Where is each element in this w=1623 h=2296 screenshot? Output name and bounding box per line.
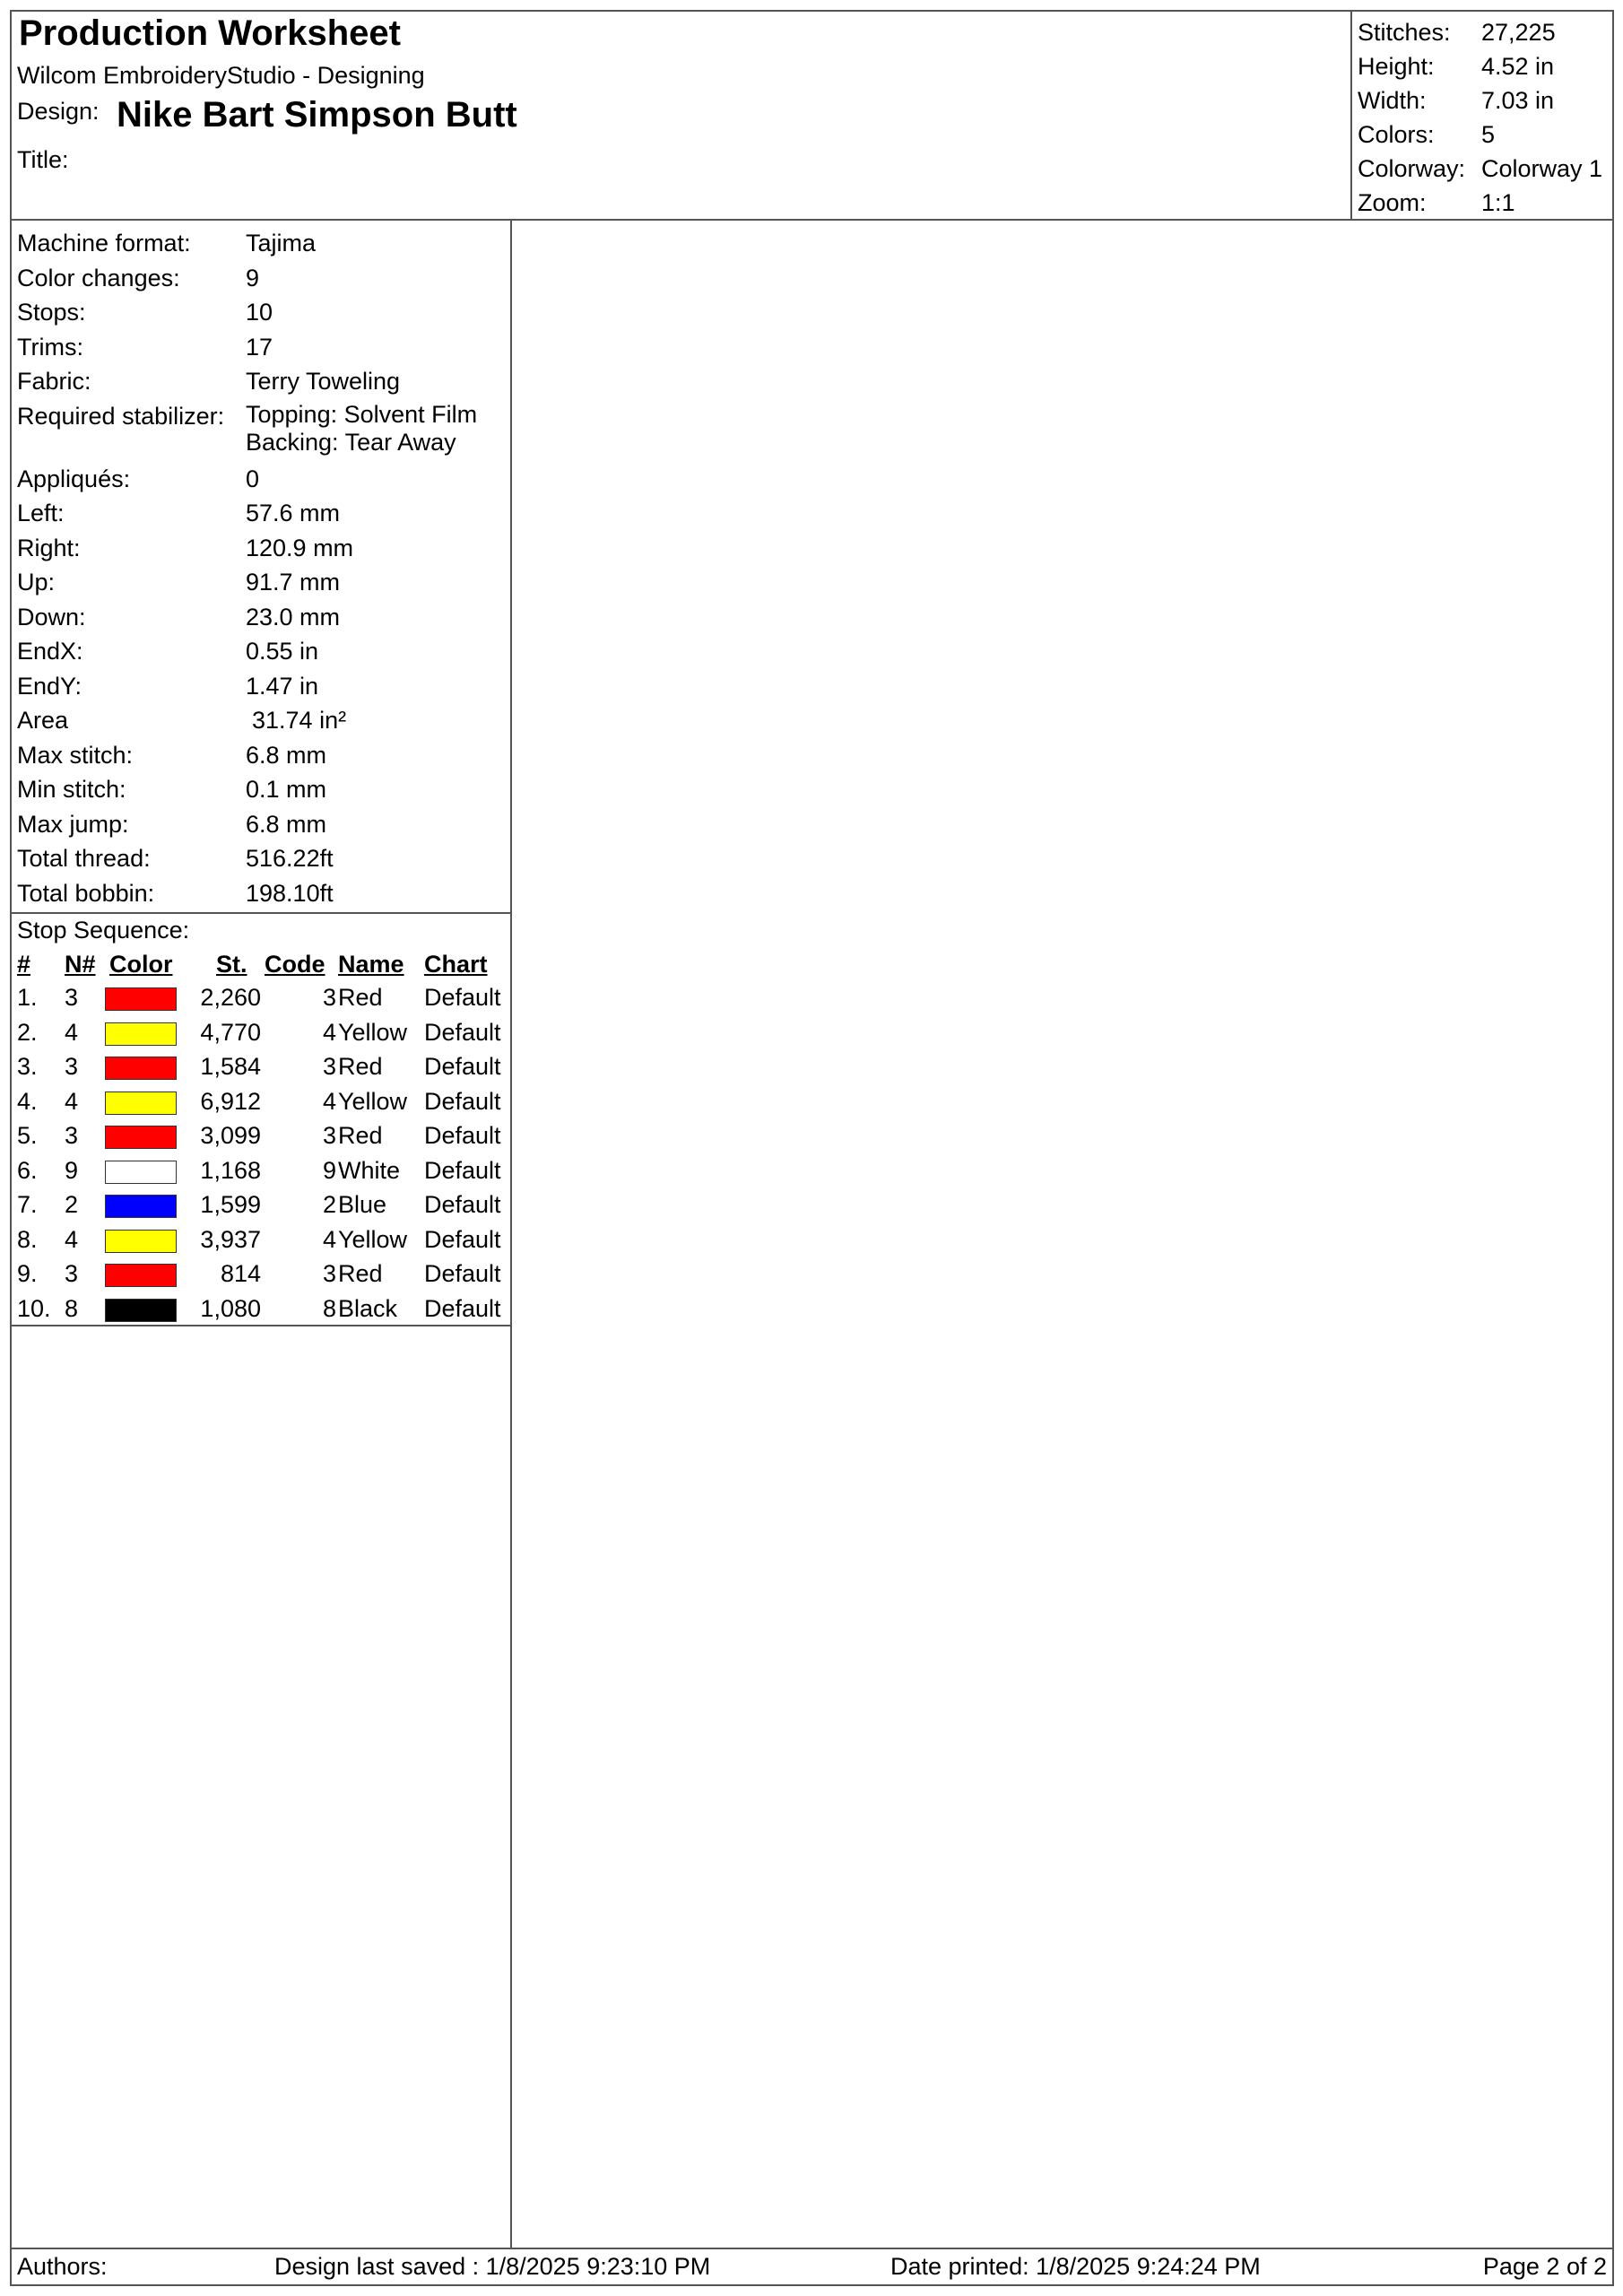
row-color-name: Red bbox=[338, 984, 383, 1011]
row-chart: Default bbox=[424, 1191, 501, 1218]
row-number: 7. bbox=[17, 1191, 38, 1218]
table-row bbox=[12, 1295, 510, 1327]
color-swatch bbox=[105, 1299, 177, 1322]
row-number: 3. bbox=[17, 1053, 38, 1080]
table-row bbox=[12, 1088, 510, 1120]
info-label: Color changes: bbox=[17, 265, 180, 291]
row-chart: Default bbox=[424, 1053, 501, 1080]
footer-authors: Authors: bbox=[17, 2253, 108, 2280]
info-label: Max jump: bbox=[17, 811, 129, 838]
row-needle: 4 bbox=[65, 1019, 79, 1046]
footer-date-printed: Date printed: 1/8/2025 9:24:24 PM bbox=[890, 2253, 1261, 2280]
color-swatch bbox=[105, 1161, 177, 1184]
row-number: 1. bbox=[17, 984, 38, 1011]
info-label: Total bobbin: bbox=[17, 880, 155, 907]
header-code: Code bbox=[265, 951, 325, 978]
row-code: 2 bbox=[322, 1191, 336, 1218]
info-label: Total thread: bbox=[17, 845, 151, 872]
header-needle: N# bbox=[65, 951, 96, 978]
info-label: Up: bbox=[17, 569, 56, 596]
color-swatch bbox=[105, 1230, 177, 1253]
header-chart: Chart bbox=[424, 951, 488, 978]
row-stitches: 4,770 bbox=[200, 1019, 261, 1046]
row-color-name: White bbox=[338, 1157, 401, 1184]
summary-value: 27,225 bbox=[1481, 19, 1556, 46]
row-number: 8. bbox=[17, 1226, 38, 1253]
row-code: 8 bbox=[322, 1295, 336, 1322]
row-chart: Default bbox=[424, 1295, 501, 1322]
summary-label: Width: bbox=[1358, 87, 1427, 114]
info-label: Machine format: bbox=[17, 230, 191, 257]
info-value: Terry Toweling bbox=[246, 368, 401, 395]
info-label: Stops: bbox=[17, 299, 86, 326]
summary-label: Colorway: bbox=[1358, 155, 1466, 182]
info-label: Appliqués: bbox=[17, 465, 131, 492]
row-chart: Default bbox=[424, 1088, 501, 1115]
info-value: 91.7 mm bbox=[246, 569, 341, 596]
info-value: 516.22ft bbox=[246, 845, 334, 872]
info-value: 120.9 mm bbox=[246, 535, 354, 561]
info-value: 31.74 in² bbox=[252, 707, 347, 734]
table-row bbox=[12, 1122, 510, 1154]
row-code: 3 bbox=[322, 984, 336, 1011]
info-label: Max stitch: bbox=[17, 742, 134, 769]
worksheet bbox=[10, 10, 1614, 2286]
row-color-name: Red bbox=[338, 1122, 383, 1149]
summary-value: 4.52 in bbox=[1481, 53, 1555, 80]
table-row bbox=[12, 1260, 510, 1292]
row-needle: 9 bbox=[65, 1157, 79, 1184]
row-number: 9. bbox=[17, 1260, 38, 1287]
row-chart: Default bbox=[424, 1226, 501, 1253]
row-code: 3 bbox=[322, 1260, 336, 1287]
row-number: 2. bbox=[17, 1019, 38, 1046]
row-color-name: Yellow bbox=[338, 1088, 408, 1115]
color-swatch bbox=[105, 987, 177, 1011]
row-code: 3 bbox=[322, 1053, 336, 1080]
row-needle: 3 bbox=[65, 1260, 79, 1287]
row-stitches: 1,168 bbox=[200, 1157, 261, 1184]
row-color-name: Blue bbox=[338, 1191, 387, 1218]
color-swatch bbox=[105, 1091, 177, 1115]
summary-value: Colorway 1 bbox=[1481, 155, 1603, 182]
info-label: Fabric: bbox=[17, 368, 91, 395]
footer-page-number: Page 2 of 2 bbox=[1482, 2253, 1607, 2280]
row-stitches: 1,584 bbox=[200, 1053, 261, 1080]
row-stitches: 6,912 bbox=[200, 1088, 261, 1115]
page-title: Production Worksheet bbox=[19, 13, 401, 53]
row-number: 10. bbox=[17, 1295, 51, 1322]
info-value: 9 bbox=[246, 265, 260, 291]
info-value: Tajima bbox=[246, 230, 317, 257]
table-row bbox=[12, 984, 510, 1016]
stop-sequence-title: Stop Sequence: bbox=[17, 917, 190, 944]
header-color: Color bbox=[109, 951, 173, 978]
row-code: 4 bbox=[322, 1019, 336, 1046]
row-color-name: Black bbox=[338, 1295, 398, 1322]
info-value: Topping: Solvent Film bbox=[246, 401, 478, 428]
table-row bbox=[12, 1053, 510, 1085]
row-chart: Default bbox=[424, 1157, 501, 1184]
info-value: 6.8 mm bbox=[246, 742, 327, 769]
summary-label: Stitches: bbox=[1358, 19, 1451, 46]
row-color-name: Red bbox=[338, 1053, 383, 1080]
row-stitches: 1,080 bbox=[200, 1295, 261, 1322]
section-divider bbox=[12, 912, 510, 914]
info-value: 0 bbox=[246, 465, 260, 492]
summary-value: 5 bbox=[1481, 121, 1496, 148]
software-name: Wilcom EmbroideryStudio - Designing bbox=[17, 62, 425, 89]
info-value: 57.6 mm bbox=[246, 500, 341, 526]
summary-label: Colors: bbox=[1358, 121, 1435, 148]
summary-label: Height: bbox=[1358, 53, 1435, 80]
row-chart: Default bbox=[424, 984, 501, 1011]
table-row bbox=[12, 1019, 510, 1051]
row-code: 9 bbox=[322, 1157, 336, 1184]
row-needle: 3 bbox=[65, 1053, 79, 1080]
summary-value: 1:1 bbox=[1481, 189, 1515, 216]
color-swatch bbox=[105, 1195, 177, 1218]
details-column bbox=[12, 219, 512, 2248]
summary-value: 7.03 in bbox=[1481, 87, 1555, 114]
section-divider bbox=[12, 1325, 510, 1326]
page-footer bbox=[12, 2248, 1612, 2286]
info-label: Min stitch: bbox=[17, 776, 126, 803]
row-stitches: 3,937 bbox=[200, 1226, 261, 1253]
info-label: Required stabilizer: bbox=[17, 403, 225, 430]
info-value: Backing: Tear Away bbox=[246, 429, 456, 456]
row-number: 6. bbox=[17, 1157, 38, 1184]
info-value: 1.47 in bbox=[246, 673, 319, 700]
footer-last-saved: Design last saved : 1/8/2025 9:23:10 PM bbox=[274, 2253, 711, 2280]
table-row bbox=[12, 1191, 510, 1223]
row-code: 3 bbox=[322, 1122, 336, 1149]
row-needle: 4 bbox=[65, 1088, 79, 1115]
info-label: Right: bbox=[17, 535, 81, 561]
info-value: 17 bbox=[246, 334, 273, 361]
row-chart: Default bbox=[424, 1019, 501, 1046]
row-chart: Default bbox=[424, 1260, 501, 1287]
header-number: # bbox=[17, 951, 31, 978]
row-needle: 8 bbox=[65, 1295, 79, 1322]
table-row bbox=[12, 1157, 510, 1189]
info-label: Trims: bbox=[17, 334, 83, 361]
color-swatch bbox=[105, 1057, 177, 1080]
title-label: Title: bbox=[17, 146, 69, 173]
info-value: 198.10ft bbox=[246, 880, 334, 907]
info-value: 23.0 mm bbox=[246, 604, 341, 631]
row-code: 4 bbox=[322, 1088, 336, 1115]
row-color-name: Yellow bbox=[338, 1019, 408, 1046]
worksheet-header bbox=[12, 12, 1612, 221]
header-name: Name bbox=[338, 951, 404, 978]
row-color-name: Yellow bbox=[338, 1226, 408, 1253]
design-label: Design: bbox=[17, 98, 100, 125]
summary-label: Zoom: bbox=[1358, 189, 1427, 216]
info-label: EndY: bbox=[17, 673, 82, 700]
row-needle: 4 bbox=[65, 1226, 79, 1253]
row-needle: 3 bbox=[65, 984, 79, 1011]
info-label: Down: bbox=[17, 604, 86, 631]
info-value: 0.1 mm bbox=[246, 776, 327, 803]
row-color-name: Red bbox=[338, 1260, 383, 1287]
info-label: EndX: bbox=[17, 638, 83, 665]
color-swatch bbox=[105, 1022, 177, 1046]
info-value: 6.8 mm bbox=[246, 811, 327, 838]
summary-panel bbox=[1350, 12, 1612, 219]
row-chart: Default bbox=[424, 1122, 501, 1149]
design-name: Nike Bart Simpson Butt bbox=[117, 95, 517, 135]
info-value: 10 bbox=[246, 299, 273, 326]
row-needle: 3 bbox=[65, 1122, 79, 1149]
row-needle: 2 bbox=[65, 1191, 79, 1218]
row-stitches: 2,260 bbox=[200, 984, 261, 1011]
info-label: Left: bbox=[17, 500, 65, 526]
color-swatch bbox=[105, 1126, 177, 1149]
table-row bbox=[12, 1226, 510, 1258]
color-swatch bbox=[105, 1264, 177, 1287]
header-stitches: St. bbox=[216, 951, 247, 978]
info-label: Area bbox=[17, 707, 69, 734]
row-number: 4. bbox=[17, 1088, 38, 1115]
info-value: 0.55 in bbox=[246, 638, 319, 665]
row-stitches: 814 bbox=[220, 1260, 261, 1287]
row-stitches: 1,599 bbox=[200, 1191, 261, 1218]
row-number: 5. bbox=[17, 1122, 38, 1149]
row-code: 4 bbox=[322, 1226, 336, 1253]
row-stitches: 3,099 bbox=[200, 1122, 261, 1149]
